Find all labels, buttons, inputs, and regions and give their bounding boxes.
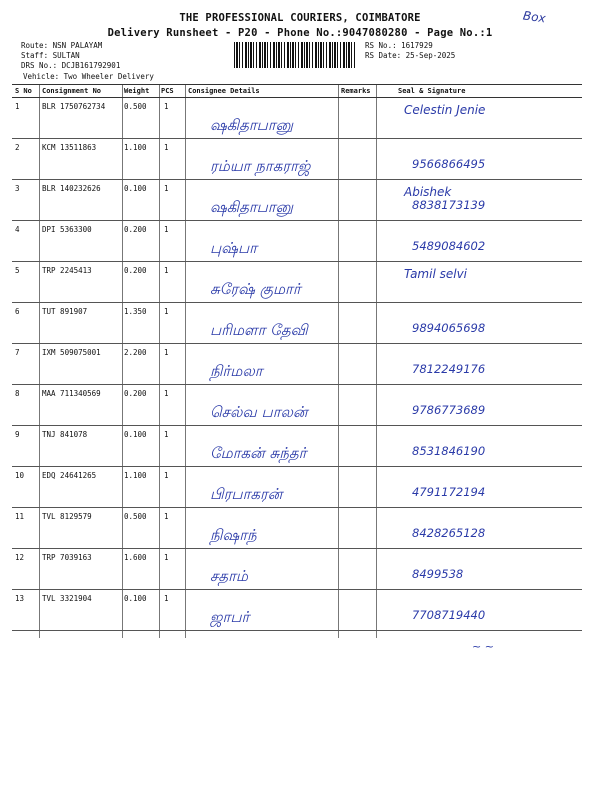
row-consignment-no: BLR 140232626 xyxy=(42,184,101,193)
row-sno: 1 xyxy=(15,102,20,111)
table-row xyxy=(12,385,582,426)
row-consignment-no: KCM 13511863 xyxy=(42,143,97,152)
row-pcs: 1 xyxy=(164,512,169,521)
row-weight: 0.100 xyxy=(124,184,147,193)
row-consignment-no: TRP 7039163 xyxy=(42,553,92,562)
consignee-handwriting: சுரேஷ் குமார் xyxy=(210,280,301,298)
row-pcs: 1 xyxy=(164,225,169,234)
phone-handwriting: 8499538 xyxy=(412,567,464,581)
consignee-handwriting: செல்வ பாலன் xyxy=(210,403,308,421)
row-pcs: 1 xyxy=(164,430,169,439)
phone-handwriting: 8838173139 xyxy=(412,198,486,212)
row-weight: 1.100 xyxy=(124,471,147,480)
row-sno: 13 xyxy=(15,594,25,603)
row-pcs: 1 xyxy=(164,389,169,398)
row-pcs: 1 xyxy=(164,266,169,275)
row-weight: 1.600 xyxy=(124,553,147,562)
consignee-handwriting: பரிமளா தேவி xyxy=(210,321,308,339)
table-row xyxy=(12,262,582,303)
table-row xyxy=(12,139,582,180)
row-consignment-no: IXM 509075001 xyxy=(42,348,101,357)
phone-handwriting: 9894065698 xyxy=(412,321,486,335)
row-weight: 1.350 xyxy=(124,307,147,316)
table-row xyxy=(12,344,582,385)
row-weight: 0.500 xyxy=(124,512,147,521)
consignee-handwriting: நிஷாந் xyxy=(210,526,257,544)
col-sno: S No xyxy=(15,87,32,95)
row-pcs: 1 xyxy=(164,594,169,603)
consignee-handwriting: ஜாபர் xyxy=(210,608,250,626)
route-label: Route: NSN PALAYAM xyxy=(21,41,103,50)
table-header xyxy=(12,85,582,98)
signature-handwriting: Tamil selvi xyxy=(404,267,467,281)
row-consignment-no: TUT 891907 xyxy=(42,307,88,316)
table-row xyxy=(12,303,582,344)
phone-handwriting: 5489084602 xyxy=(412,239,486,253)
col-remarks: Remarks xyxy=(341,87,371,95)
row-pcs: 1 xyxy=(164,553,169,562)
signature-handwriting: Abishek xyxy=(404,185,452,199)
table-row xyxy=(12,467,582,508)
row-pcs: 1 xyxy=(164,307,169,316)
col-seal: Seal & Signature xyxy=(398,87,466,95)
row-weight: 1.100 xyxy=(124,143,147,152)
table-row xyxy=(12,98,582,139)
handwritten-corner-note: Box xyxy=(522,8,547,26)
row-weight: 0.200 xyxy=(124,266,147,275)
row-sno: 2 xyxy=(15,143,20,152)
row-sno: 5 xyxy=(15,266,20,275)
row-pcs: 1 xyxy=(164,143,169,152)
phone-handwriting: 4791172194 xyxy=(412,485,486,499)
table-row xyxy=(12,590,582,631)
row-weight: 0.200 xyxy=(124,225,147,234)
row-consignment-no: DPI 5363300 xyxy=(42,225,92,234)
row-weight: 0.200 xyxy=(124,389,147,398)
vehicle-label: Vehicle: Two Wheeler Delivery xyxy=(23,72,154,81)
table-row xyxy=(12,221,582,262)
row-sno: 3 xyxy=(15,184,20,193)
row-weight: 0.100 xyxy=(124,430,147,439)
row-sno: 7 xyxy=(15,348,20,357)
drs-number: DRS No.: DCJB161792901 xyxy=(21,61,121,70)
row-weight: 0.100 xyxy=(124,594,147,603)
runsheet-title: Delivery Runsheet - P20 - Phone No.:9047080280 - Page No.:1 xyxy=(107,27,493,39)
consignee-handwriting: நிர்மலா xyxy=(210,362,263,380)
consignee-handwriting: ஷகிதாபானு xyxy=(210,198,294,216)
table-row xyxy=(12,508,582,549)
row-sno: 6 xyxy=(15,307,20,316)
phone-handwriting: 9786773689 xyxy=(412,403,486,417)
handwritten-scribble: ~ ~ xyxy=(472,640,494,653)
row-consignment-no: EDQ 24641265 xyxy=(42,471,97,480)
phone-handwriting: 7708719440 xyxy=(412,608,486,622)
phone-handwriting: 7812249176 xyxy=(412,362,486,376)
row-pcs: 1 xyxy=(164,471,169,480)
row-consignment-no: BLR 1750762734 xyxy=(42,102,106,111)
row-consignment-no: TNJ 841078 xyxy=(42,430,88,439)
row-pcs: 1 xyxy=(164,184,169,193)
row-sno: 10 xyxy=(15,471,25,480)
row-sno: 11 xyxy=(15,512,25,521)
row-consignment-no: TRP 2245413 xyxy=(42,266,92,275)
row-weight: 0.500 xyxy=(124,102,147,111)
col-consignee: Consignee Details xyxy=(188,87,260,95)
phone-handwriting: 8428265128 xyxy=(412,526,486,540)
row-consignment-no: TVL 3321904 xyxy=(42,594,92,603)
route-info xyxy=(21,41,120,71)
rs-date: RS Date: 25-Sep-2025 xyxy=(365,51,456,60)
row-sno: 9 xyxy=(15,430,20,439)
consignee-handwriting: ரம்யா நாகராஜ் xyxy=(210,157,311,175)
row-pcs: 1 xyxy=(164,102,169,111)
phone-handwriting: 9566866495 xyxy=(412,157,486,171)
consignee-handwriting: ஷகிதாபானு xyxy=(210,116,294,134)
delivery-table xyxy=(12,84,582,631)
rs-info xyxy=(365,41,455,61)
row-sno: 4 xyxy=(15,225,20,234)
row-consignment-no: TVL 8129579 xyxy=(42,512,92,521)
row-sno: 12 xyxy=(15,553,25,562)
rs-number: RS No.: 1617929 xyxy=(365,41,433,50)
row-weight: 2.200 xyxy=(124,348,147,357)
consignee-handwriting: மோகன் சுந்தர் xyxy=(210,444,307,462)
phone-handwriting: 8531846190 xyxy=(412,444,486,458)
table-body xyxy=(12,98,582,631)
col-pcs: PCS xyxy=(161,87,174,95)
staff-label: Staff: SULTAN xyxy=(21,51,80,60)
consignee-handwriting: சதாம் xyxy=(210,567,248,585)
row-consignment-no: MAA 711340569 xyxy=(42,389,101,398)
consignee-handwriting: பிரபாகரன் xyxy=(210,485,283,503)
consignee-handwriting: புஷ்பா xyxy=(210,239,257,257)
col-weight: Weight xyxy=(124,87,150,95)
col-consignment: Consignment No xyxy=(42,87,102,95)
table-row xyxy=(12,426,582,467)
signature-handwriting: Celestin Jenie xyxy=(404,103,486,117)
row-pcs: 1 xyxy=(164,348,169,357)
table-row xyxy=(12,180,582,221)
table-row xyxy=(12,549,582,590)
row-sno: 8 xyxy=(15,389,20,398)
barcode-image xyxy=(234,42,356,68)
company-title: THE PROFESSIONAL COURIERS, COIMBATORE xyxy=(179,12,421,24)
